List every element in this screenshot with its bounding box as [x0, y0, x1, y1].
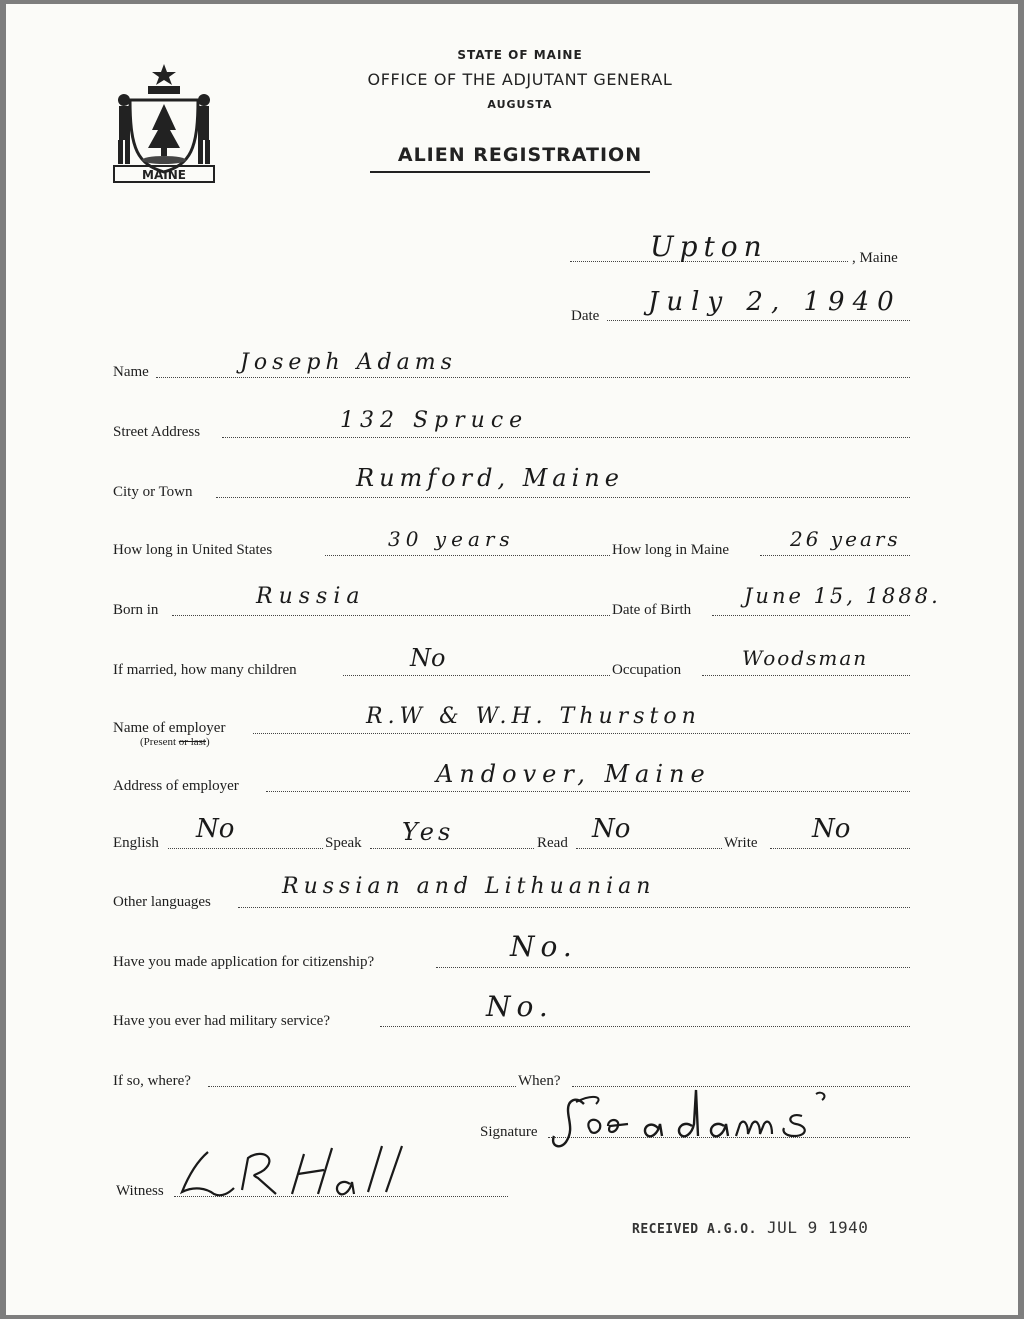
other-languages-line — [238, 907, 910, 908]
name-label: Name — [113, 364, 149, 380]
born-label: Born in — [113, 602, 159, 618]
place-suffix: , Maine — [852, 250, 898, 266]
signature-value — [560, 1108, 602, 1117]
street-value: 132 Spruce — [340, 408, 529, 433]
children-value: No — [410, 644, 446, 672]
when-label: When? — [518, 1073, 561, 1089]
received-stamp — [632, 1218, 868, 1237]
header-state: STATE OF MAINE — [457, 48, 583, 62]
street-line — [222, 437, 910, 438]
read-line — [576, 848, 722, 849]
stamp-received: RECEIVED A.G.O. — [632, 1222, 757, 1237]
military-label: Have you ever had military service? — [113, 1013, 330, 1029]
us-years-value: 30 years — [388, 527, 515, 551]
name-line — [156, 377, 910, 378]
us-years-line — [325, 555, 610, 556]
english-line — [168, 848, 323, 849]
applicant-signature — [546, 1080, 856, 1154]
speak-value: Yes — [402, 818, 455, 846]
other-languages-value: Russian and Lithuanian — [282, 874, 656, 899]
date-line — [607, 320, 910, 321]
city-label: City or Town — [113, 484, 193, 500]
header-city: AUGUSTA — [487, 98, 553, 111]
children-line — [343, 675, 610, 676]
stamp-date: JUL 9 1940 — [767, 1218, 869, 1237]
maine-years-value: 26 years — [790, 527, 901, 551]
write-value: No — [812, 814, 851, 844]
speak-line — [370, 848, 534, 849]
english-label: English — [113, 835, 159, 851]
page-title: ALIEN REGISTRATION — [397, 144, 643, 166]
date-value: July 2, 1940 — [648, 287, 902, 317]
witness-label: Witness — [116, 1183, 164, 1199]
street-label: Street Address — [113, 424, 201, 440]
write-line — [770, 848, 910, 849]
read-label: Read — [537, 835, 568, 851]
maine-years-label: How long in Maine — [612, 542, 730, 558]
read-value: No — [592, 814, 631, 844]
speak-label: Speak — [325, 835, 362, 851]
where-label: If so, where? — [113, 1073, 191, 1089]
dob-line — [712, 615, 910, 616]
military-line — [380, 1026, 910, 1027]
write-label: Write — [724, 835, 758, 851]
military-value: No. — [486, 990, 554, 1023]
occupation-line — [702, 675, 910, 676]
citizenship-label: Have you made application for citizenship? — [113, 954, 375, 970]
title-underline — [370, 171, 650, 173]
employer-label: Name of employer — [113, 720, 226, 736]
occupation-value: Woodsman — [742, 646, 869, 670]
place-value: Upton — [650, 230, 768, 263]
employer-address-label: Address of employer — [113, 778, 239, 794]
citizenship-line — [436, 967, 910, 968]
employer-line — [253, 733, 910, 734]
where-line — [208, 1086, 516, 1087]
city-value: Rumford, Maine — [356, 464, 624, 492]
date-label: Date — [571, 308, 600, 324]
employer-address-line — [266, 791, 910, 792]
city-line — [216, 497, 910, 498]
state-seal-icon — [108, 60, 220, 190]
dob-value: June 15, 1888. — [744, 584, 941, 608]
born-value: Russia — [256, 584, 366, 609]
children-label: If married, how many children — [113, 662, 297, 678]
seal-text: MAINE — [142, 168, 186, 182]
other-languages-label: Other languages — [113, 894, 211, 910]
born-line — [172, 615, 610, 616]
employer-address-value: Andover, Maine — [436, 760, 711, 788]
maine-years-line — [760, 555, 910, 556]
us-years-label: How long in United States — [113, 542, 273, 558]
witness-value — [200, 1170, 236, 1179]
employer-value: R.W & W.H. Thurston — [366, 704, 701, 729]
citizenship-value: No. — [510, 930, 578, 963]
english-value: No — [196, 814, 235, 844]
employer-sub-label: (Present or last) — [140, 736, 210, 748]
dob-label: Date of Birth — [612, 602, 692, 618]
signature-label: Signature — [480, 1124, 538, 1140]
name-value: Joseph Adams — [240, 350, 457, 375]
header-office: OFFICE OF THE ADJUTANT GENERAL — [367, 70, 673, 89]
occupation-label: Occupation — [612, 662, 682, 678]
